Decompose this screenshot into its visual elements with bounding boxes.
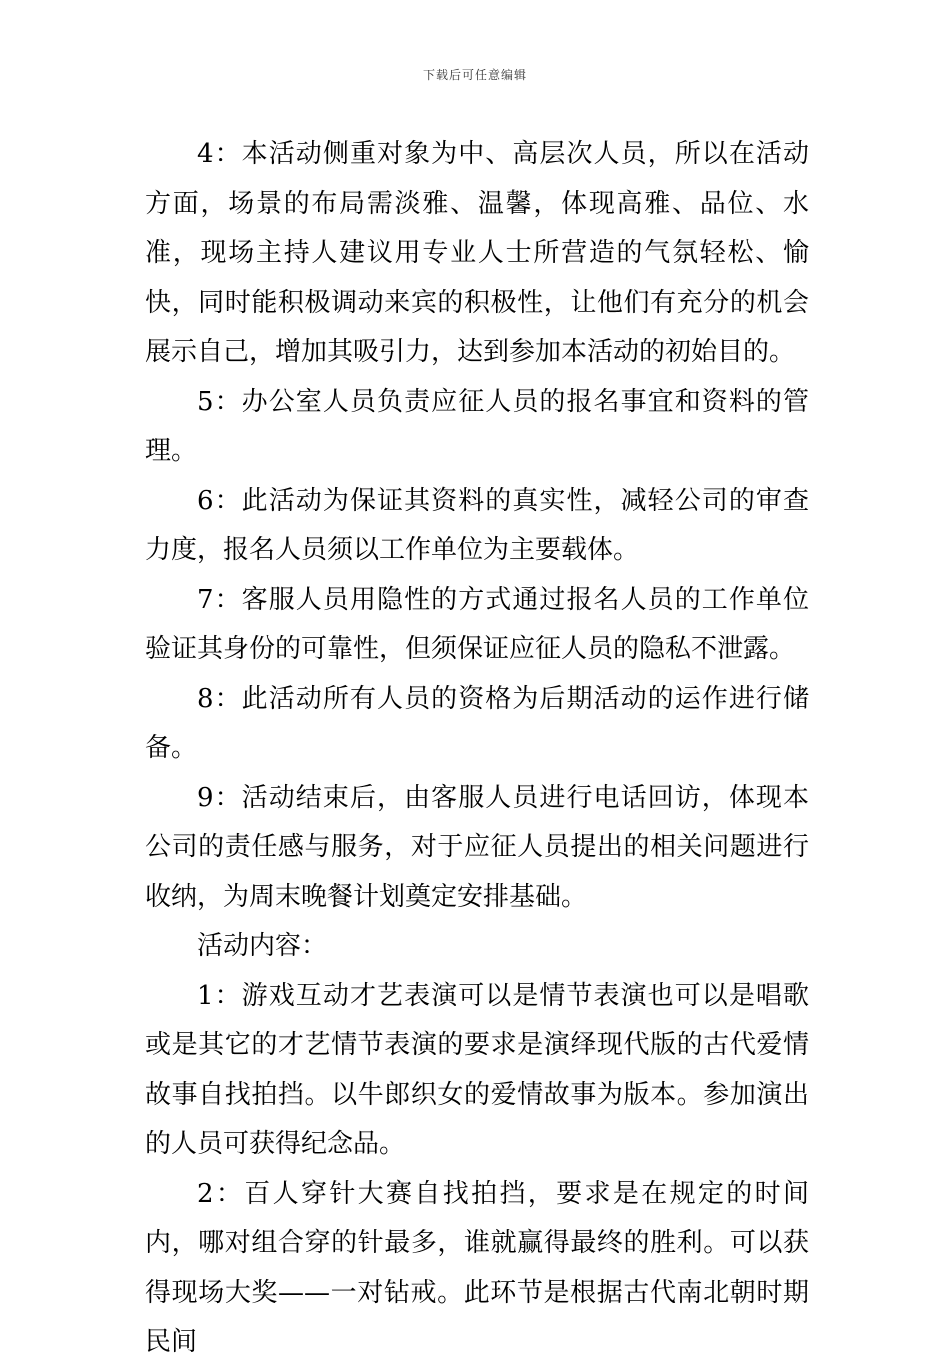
- document-body: [145, 130, 809, 1368]
- paragraph-7: 7：客服人员用隐性的方式通过报名人员的工作单位验证其身份的可靠性，但须保证应征人员的隐私不泄露。: [145, 584, 809, 664]
- paragraph-6: 6：此活动为保证其资料的真实性，减轻公司的审查力度，报名人员须以工作单位为主要载体。: [145, 485, 809, 565]
- section-heading-activity-content: 活动内容：: [197, 931, 328, 961]
- paragraph-8: 8：此活动所有人员的资格为后期活动的运作进行储备。: [145, 683, 809, 763]
- page-header: 下载后可任意编辑: [422, 68, 527, 82]
- activity-item-2: 2：百人穿针大赛自找拍挡，要求是在规定的时间内，哪对组合穿的针最多，谁就赢得最终的胜利。可以获得现场大奖——一对钻戒。此环节是根据古代南北朝时期民间: [145, 1178, 809, 1357]
- activity-item-1: 1：游戏互动才艺表演可以是情节表演也可以是唱歌或是其它的才艺情节表演的要求是演绎现代版的古代爱情故事自找拍挡。以牛郎织女的爱情故事为版本。参加演出的人员可获得纪念品。: [145, 980, 809, 1159]
- paragraph-4: 4：本活动侧重对象为中、高层次人员，所以在活动方面，场景的布局需淡雅、温馨，体现高雅、品位、水准，现场主持人建议用专业人士所营造的气氛轻松、愉快，同时能积极调动来宾的积极性，让他们有充分的机会展示自己，增加其吸引力，达到参加本活动的初始目的。: [145, 139, 809, 367]
- paragraph-5: 5：办公室人员负责应征人员的报名事宜和资料的管理。: [145, 386, 809, 466]
- paragraph-9: 9：活动结束后，由客服人员进行电话回访，体现本公司的责任感与服务，对于应征人员提出的相关问题进行收纳，为周末晚餐计划奠定安排基础。: [145, 782, 809, 912]
